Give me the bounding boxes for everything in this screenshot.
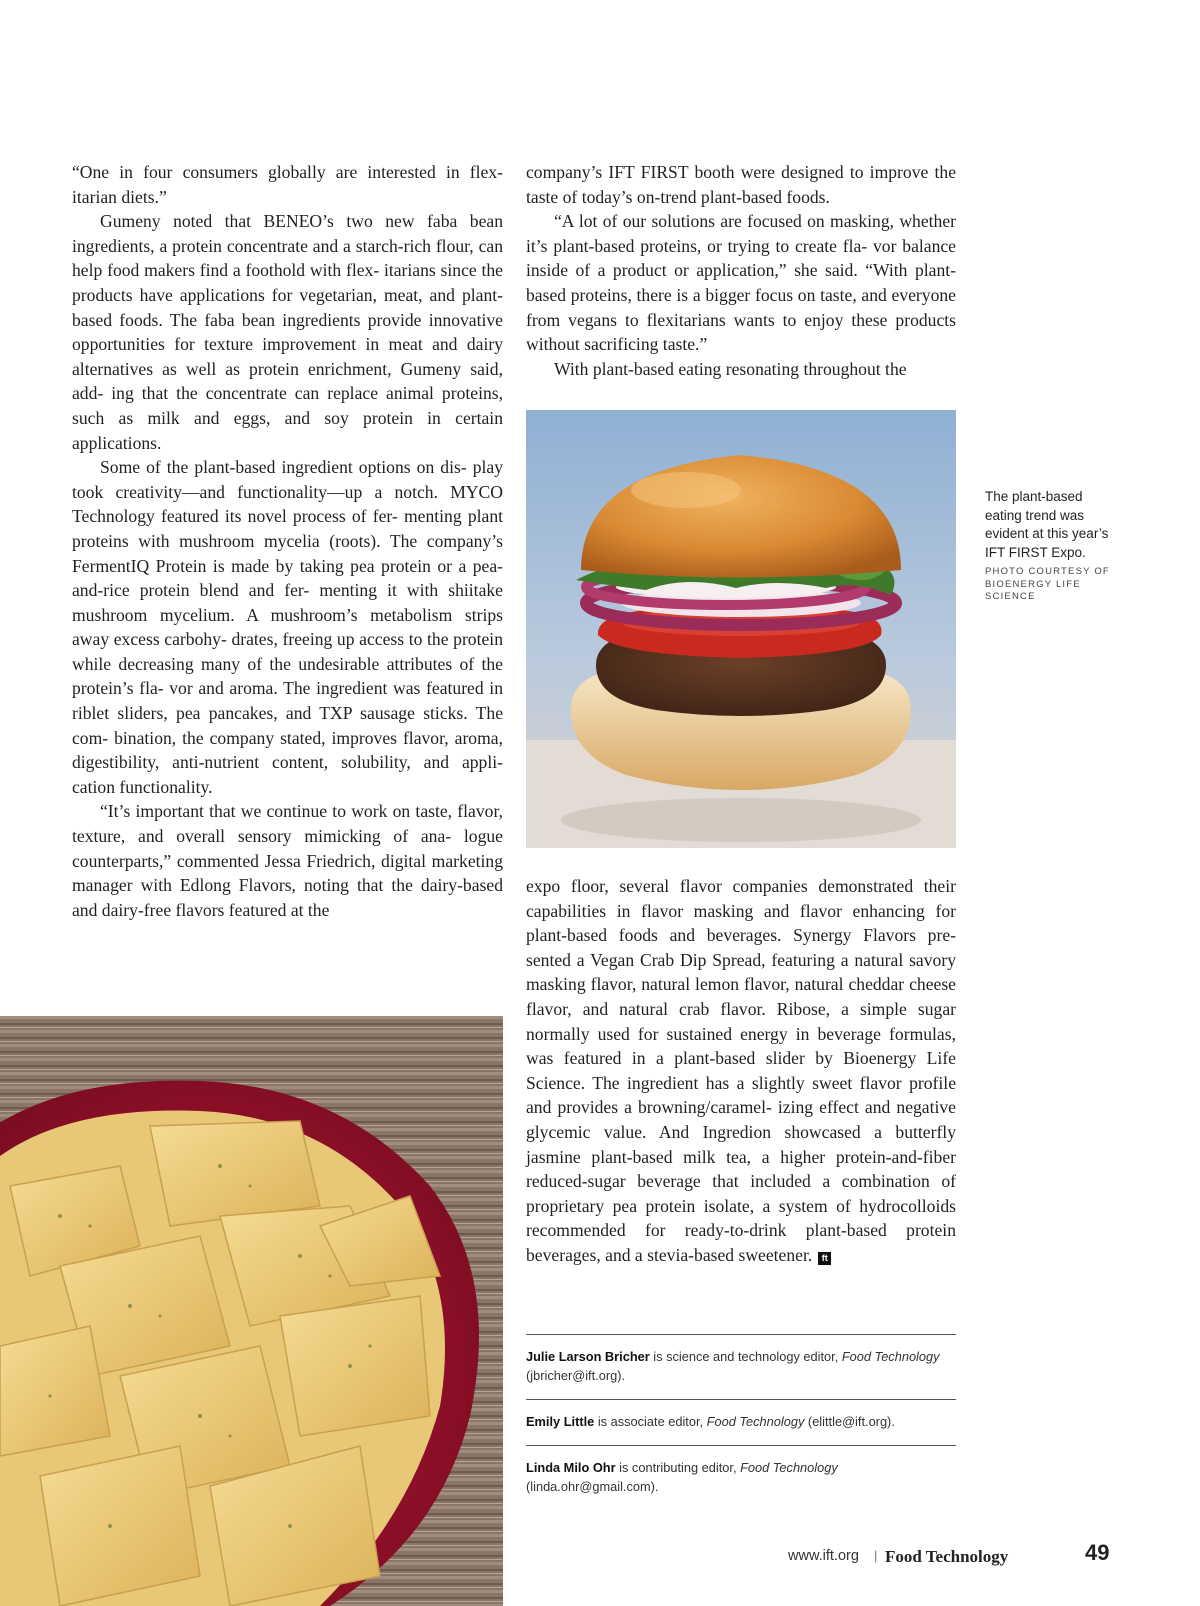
footer-url: www.ift.org (788, 1548, 859, 1564)
publication-name: Food Technology (740, 1460, 838, 1475)
caption-text: The plant-based eating trend was evident at this year’s IFT FIRST Expo. (985, 489, 1109, 560)
author-email: (elittle@ift.org). (804, 1414, 895, 1429)
veggie-burger-photo (526, 410, 956, 848)
paragraph: Some of the plant-based ingredient options on dis- play took creativity—and functionality—up a notch. MYCO Technology featured its novel process of fer- menting plant proteins with mushroom mycelia (roots). The company’s FermentIQ Protein is made by taking pea protein or a pea-and-rice protein blend and fer- menting it with shiitake mushroom mycelium. A mushroom’s metabolism strips away excess carbohy- drates, freeing up access to the protein while decreasing many of the undesirable attributes of the protein’s fla- vor and aroma. The ingredient was featured in riblet sliders, pea pancakes, and TXP sausage sticks. The com- bination, the company stated, improves flavor, aroma, digestibility, anti-nutrient content, solubility, and appli- cation functionality. (72, 457, 503, 797)
publication-name: Food Technology (706, 1414, 805, 1429)
author-email: (jbricher@ift.org). (526, 1368, 626, 1383)
article-right-column-top (526, 160, 956, 381)
footer-separator: | (874, 1548, 878, 1563)
author-bios (526, 1334, 956, 1510)
paragraph (526, 874, 956, 1268)
magazine-name: Food Technology (885, 1547, 1009, 1566)
article-right-column-bottom (526, 874, 956, 1268)
publication-name: Food Technology (841, 1349, 940, 1364)
pita-chips-bowl-photo (0, 1016, 503, 1606)
author-role: is science and technology editor, (649, 1349, 842, 1364)
author-bio (526, 1399, 956, 1445)
photo-credit: PHOTO COURTESY OF BIOENERGY LIFE SCIENCE (985, 566, 1110, 602)
author-role: is associate editor, (594, 1414, 707, 1429)
article-left-column (72, 160, 503, 922)
paragraph: Gumeny noted that BENEO’s two new faba bean ingredients, a protein concentrate and a starch-rich flour, can help food makers find a foothold with flex- itarians since the products have applications for vegetarian, meat, and plant-based foods. The faba bean ingredients provide innovative opportunities for texture improvement in meat and dairy alternatives as well as protein enrichment, Gumeny said, add- ing that the concentrate can replace animal proteins, such as milk and eggs, and soy protein in certain applications. (72, 211, 503, 453)
page-footer (788, 1540, 1110, 1574)
author-name: Emily Little (526, 1414, 595, 1429)
photo-caption (985, 488, 1115, 604)
author-email: (linda.ohr@gmail.com). (526, 1479, 659, 1494)
end-mark-icon: ft (818, 1252, 831, 1265)
page-number: 49 (1085, 1540, 1110, 1565)
paragraph-text: expo floor, several flavor companies demonstrated their capabilities in flavor masking and flavor enhancing for plant-based foods and beverages. Synergy Flavors pre- sented a Vegan Crab Dip Spread, featuring a natural savory masking flavor, natural lemon flavor, natural cheddar cheese flavor, and natural crab flavor. Ribose, a simple sugar normally used for sustained energy in beverage formulas, was featured in a plant-based slider by Bioenergy Life Science. The ingredient has a slightly sweet flavor profile and provides a browning/caramel- izing effect and negative glycemic value. And Ingredion showcased a butterfly jasmine plant-based milk tea, a higher protein-and-fiber reduced-sugar beverage that included a combination of proprietary pea protein isolate, a system of hydrocolloids recommended for ready-to-drink plant-based protein beverages, and a stevia-based sweetener. (526, 876, 956, 1265)
paragraph: “A lot of our solutions are focused on masking, whether it’s plant-based proteins, or trying to create fla- vor balance inside of a product or application,” she said. “With plant-based proteins, there is a bigger focus on taste, and everyone from vegans to flexitarians wants to enjoy these products without sacrificing taste.” (526, 211, 956, 355)
author-name: Linda Milo Ohr (526, 1460, 616, 1475)
paragraph: company’s IFT FIRST booth were designed to improve the taste of today’s on-trend plant-based foods. (526, 162, 956, 207)
paragraph: With plant-based eating resonating throughout the (554, 358, 907, 379)
author-bio (526, 1445, 956, 1510)
author-role: is contributing editor, (615, 1460, 741, 1475)
author-bio (526, 1334, 956, 1399)
author-name: Julie Larson Bricher (526, 1349, 650, 1364)
paragraph: “It’s important that we continue to work on taste, flavor, texture, and overall sensory mimicking of ana- logue counterparts,” commented Jessa Friedrich, digital marketing manager with Edlong Flavors, noting that the dairy-based and dairy-free flavors featured at the (72, 801, 503, 920)
paragraph: “One in four consumers globally are interested in flex- itarian diets.” (72, 162, 503, 207)
